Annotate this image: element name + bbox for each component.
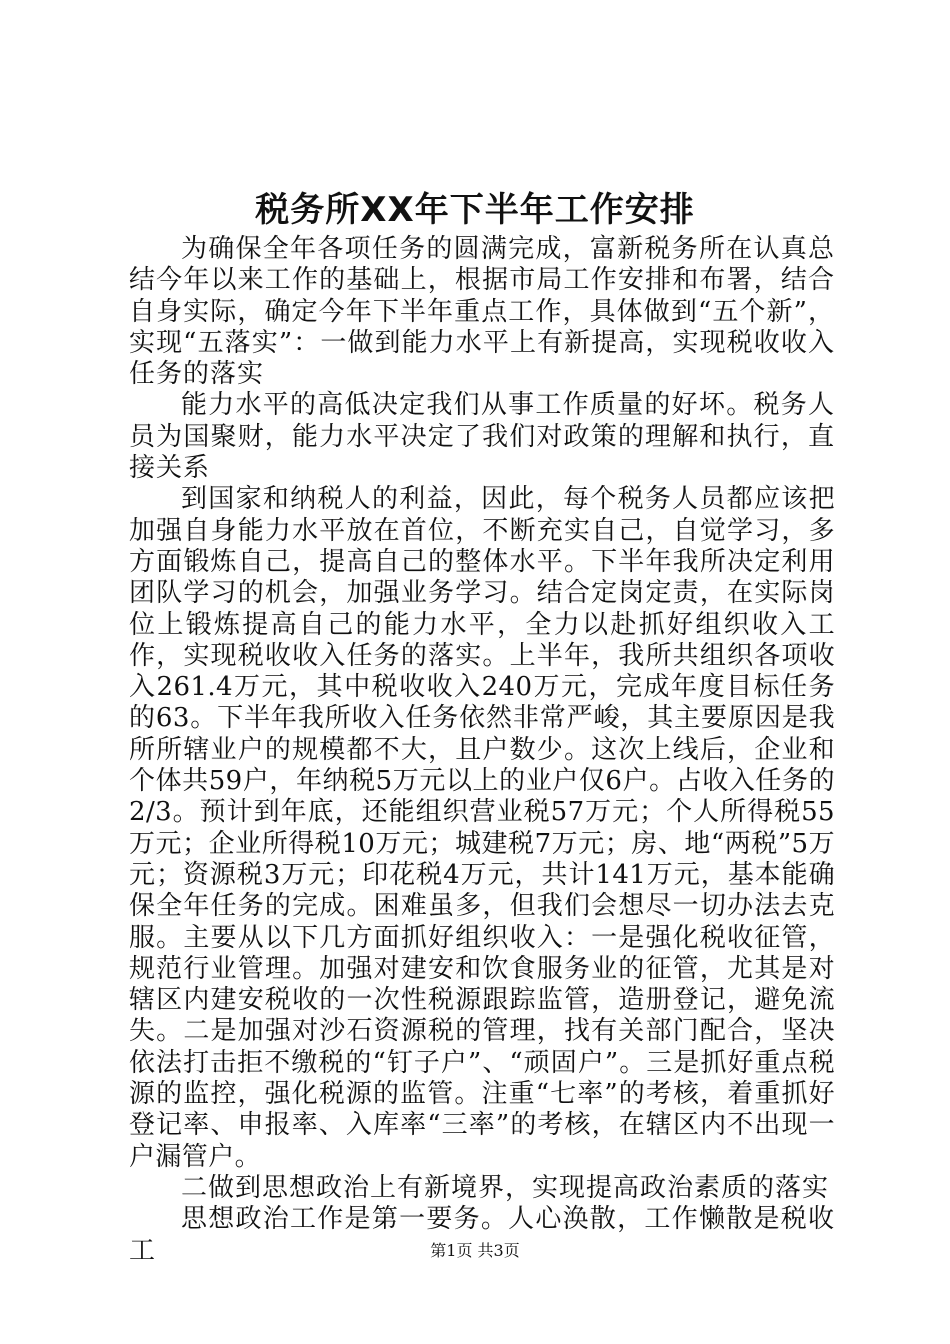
document-body bbox=[129, 234, 835, 1267]
paragraph-ability: 能力水平的高低决定我们从事工作质量的好坏。税务人员为国聚财，能力水平决定了我们对政策的理解和执行，直接关系 bbox=[129, 390, 835, 484]
paragraph-political-work: 思想政治工作是第一要务。人心涣散，工作懒散是税收工 bbox=[129, 1204, 835, 1266]
paragraph-intro: 为确保全年各项任务的圆满完成，富新税务所在认真总结今年以来工作的基础上，根据市局工作安排和布署，结合自身实际，确定今年下半年重点工作，具体做到“五个新”，实现“五落实”：一做到能力水平上有新提高，实现税收收入任务的落实 bbox=[129, 234, 835, 390]
paragraph-revenue-tasks: 到国家和纳税人的利益，因此，每个税务人员都应该把加强自身能力水平放在首位，不断充实自己，自觉学习，多方面锻炼自己，提高自己的整体水平。下半年我所决定利用团队学习的机会，加强业务学习。结合定岗定责，在实际岗位上锻炼提高自己的能力水平，全力以赴抓好组织收入工作，实现税收收入任务的落实。上半年，我所共组织各项收入261.4万元，其中税收收入240万元，完成年度目标任务的63。下半年我所收入任务依然非常严峻，其主要原因是我所所辖业户的规模都不大，且户数少。这次上线后，企业和个体共59户，年纳税5万元以上的业户仅6户。占收入任务的2/3。预计到年底，还能组织营业税57万元；个人所得税55万元；企业所得税10万元；城建税7万元；房、地“两税”5万元；资源税3万元；印花税4万元，共计141万元，基本能确保全年任务的完成。困难虽多，但我们会想尽一切办法去克服。主要从以下几方面抓好组织收入：一是强化税收征管，规范行业管理。加强对建安和饮食服务业的征管，尤其是对辖区内建安税收的一次性税源跟踪监管，造册登记，避免流失。二是加强对沙石资源税的管理，找有关部门配合，坚决依法打击拒不缴税的“钉子户”、“顽固户”。三是抓好重点税源的监控，强化税源的监管。注重“七率”的考核，着重抓好登记率、申报率、入库率“三率”的考核，在辖区内不出现一户漏管户。 bbox=[129, 484, 835, 1172]
document-title: 税务所XX年下半年工作安排 bbox=[255, 190, 695, 230]
paragraph-section-two-heading: 二做到思想政治上有新境界，实现提高政治素质的落实 bbox=[181, 1172, 830, 1203]
page-number-footer: 第1页 共3页 bbox=[430, 1241, 520, 1260]
